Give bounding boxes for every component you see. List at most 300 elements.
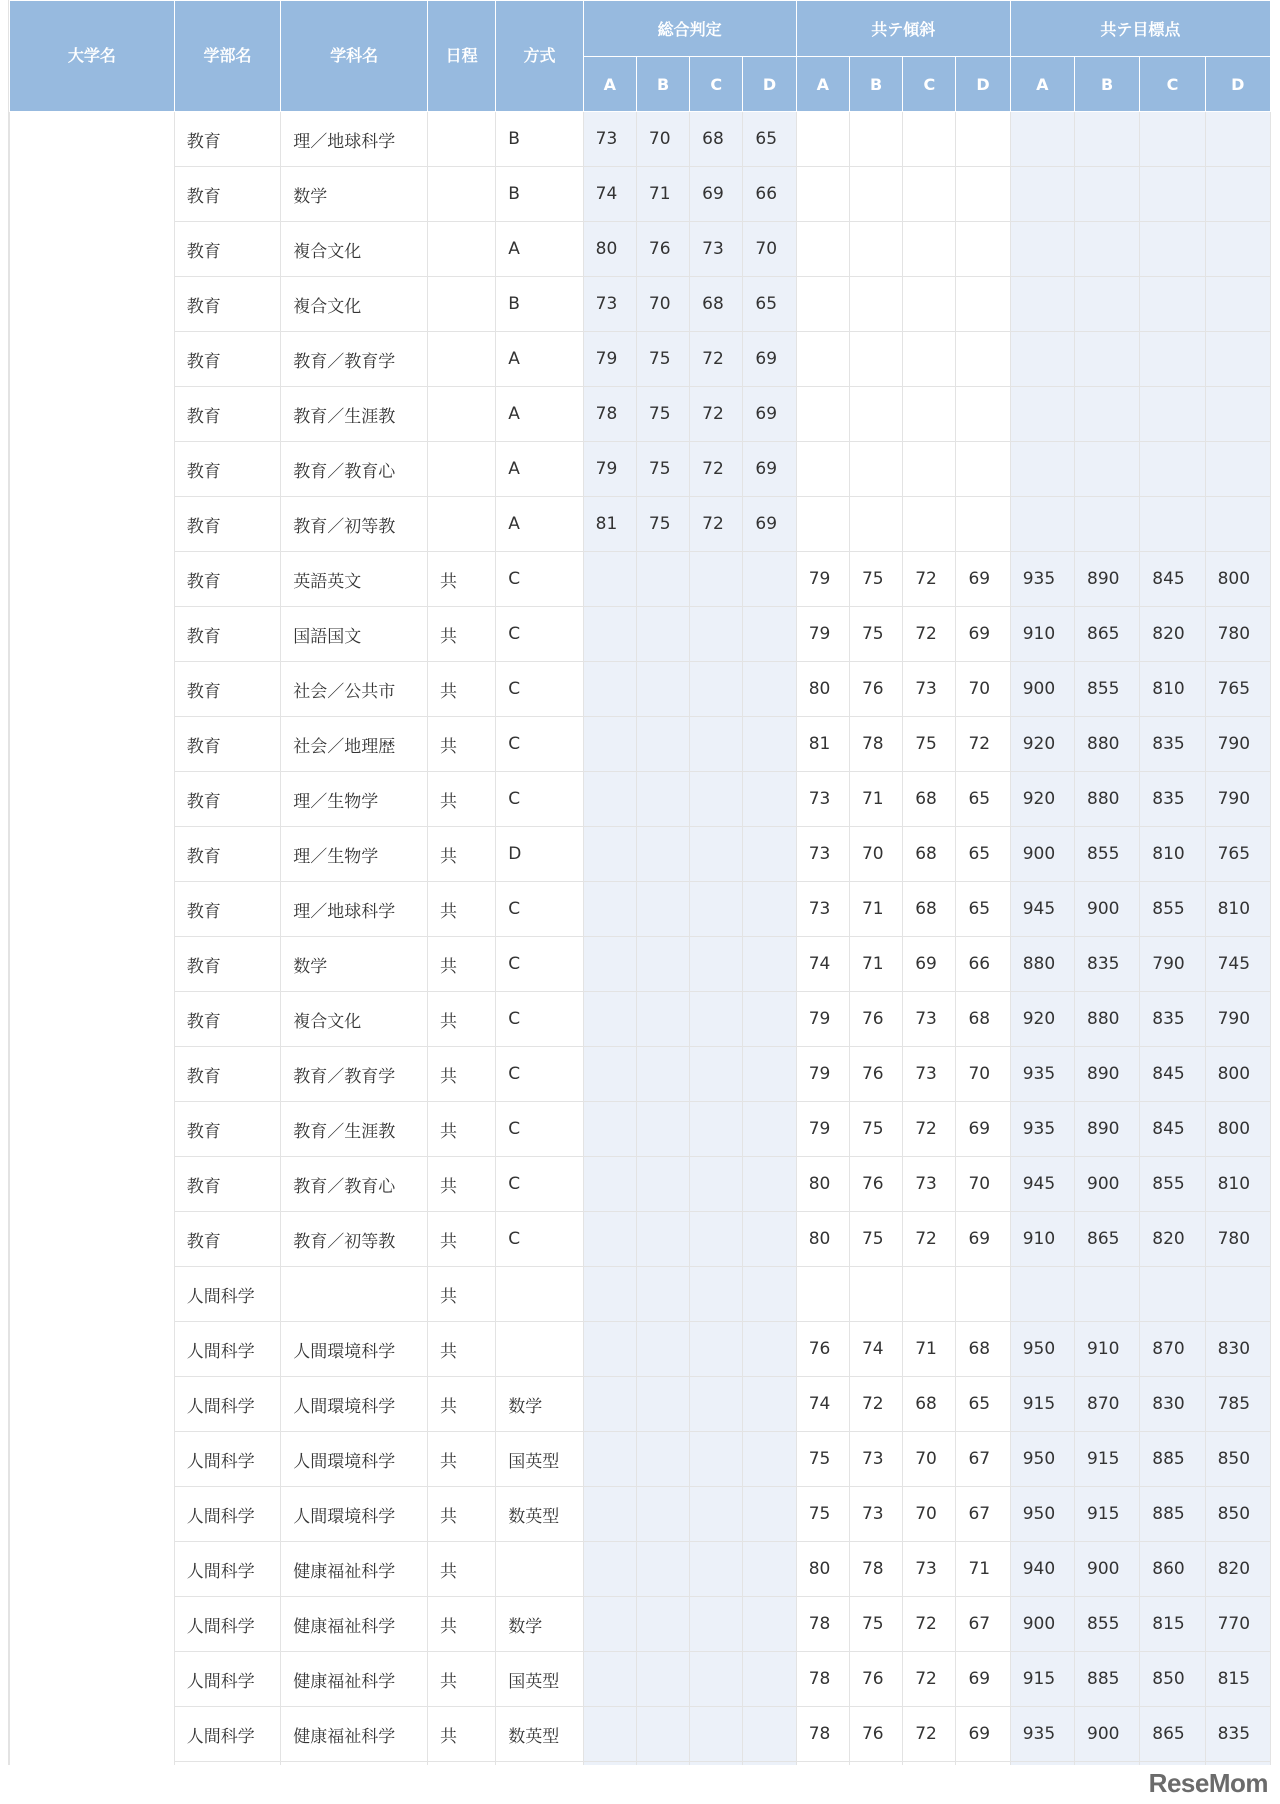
keisha-value-cell: 68: [903, 827, 956, 882]
sogo-value-cell: [636, 827, 689, 882]
schedule-cell: 共: [427, 1322, 495, 1377]
sogo-value-cell: [583, 1102, 636, 1157]
mokuhyo-value-cell: [1205, 167, 1270, 222]
sogo-value-cell: [636, 1707, 689, 1762]
faculty-cell: 人間科学: [174, 1267, 281, 1322]
department-cell: 教育／教育心: [281, 442, 428, 497]
table-row: [10, 772, 1271, 827]
method-cell: A: [496, 332, 583, 387]
mokuhyo-value-cell: [1075, 167, 1140, 222]
sogo-value-cell: 70: [636, 112, 689, 167]
sogo-value-cell: [743, 1102, 796, 1157]
table-row: [10, 1047, 1271, 1102]
keisha-value-cell: [956, 332, 1010, 387]
header-grade-mokuhyo: B: [1075, 57, 1140, 112]
keisha-value-cell: [903, 1762, 956, 1766]
mokuhyo-value-cell: [1205, 1267, 1270, 1322]
keisha-value-cell: 74: [849, 1322, 902, 1377]
keisha-value-cell: [903, 222, 956, 277]
mokuhyo-value-cell: 885: [1140, 1487, 1205, 1542]
keisha-value-cell: 78: [796, 1597, 849, 1652]
faculty-cell: 人間科学: [174, 1322, 281, 1377]
keisha-value-cell: 71: [849, 882, 902, 937]
schedule-cell: 共: [427, 882, 495, 937]
sogo-value-cell: 78: [583, 387, 636, 442]
department-cell: 健康福祉科学: [281, 1597, 428, 1652]
sogo-value-cell: [636, 1377, 689, 1432]
sogo-value-cell: 80: [583, 222, 636, 277]
keisha-value-cell: [796, 277, 849, 332]
method-cell: B: [496, 112, 583, 167]
keisha-value-cell: [849, 1267, 902, 1322]
sogo-value-cell: [690, 1377, 743, 1432]
faculty-cell: 人間科学: [174, 1597, 281, 1652]
department-cell: 教育／生涯教: [281, 387, 428, 442]
sogo-value-cell: 69: [743, 442, 796, 497]
keisha-value-cell: 78: [796, 1652, 849, 1707]
header-schedule: 日程: [427, 1, 495, 112]
keisha-value-cell: 75: [849, 607, 902, 662]
sogo-value-cell: [690, 1652, 743, 1707]
keisha-value-cell: 80: [796, 1157, 849, 1212]
keisha-value-cell: 73: [903, 992, 956, 1047]
header-faculty: 学部名: [174, 1, 281, 112]
mokuhyo-value-cell: 810: [1140, 662, 1205, 717]
keisha-value-cell: 72: [903, 1212, 956, 1267]
university-cell: [10, 112, 175, 1766]
keisha-value-cell: 71: [849, 937, 902, 992]
keisha-value-cell: 73: [849, 1487, 902, 1542]
mokuhyo-value-cell: [1140, 112, 1205, 167]
keisha-value-cell: [796, 1762, 849, 1766]
mokuhyo-value-cell: [1075, 442, 1140, 497]
keisha-value-cell: [956, 112, 1010, 167]
sogo-value-cell: 72: [690, 332, 743, 387]
method-cell: C: [496, 992, 583, 1047]
sogo-value-cell: [583, 1377, 636, 1432]
mokuhyo-value-cell: 855: [1075, 662, 1140, 717]
method-cell: 数学: [496, 1597, 583, 1652]
mokuhyo-value-cell: [1075, 112, 1140, 167]
sogo-value-cell: [636, 1597, 689, 1652]
keisha-value-cell: [796, 387, 849, 442]
schedule-cell: 共: [427, 992, 495, 1047]
header-grade-sogo: D: [743, 57, 796, 112]
table-row: [10, 607, 1271, 662]
header-department: 学科名: [281, 1, 428, 112]
faculty-cell: 教育: [174, 1212, 281, 1267]
faculty-cell: [174, 1762, 281, 1766]
method-cell: C: [496, 552, 583, 607]
sogo-value-cell: [583, 607, 636, 662]
schedule-cell: 共: [427, 1267, 495, 1322]
sogo-value-cell: [583, 1212, 636, 1267]
mokuhyo-value-cell: 915: [1075, 1487, 1140, 1542]
mokuhyo-value-cell: 850: [1205, 1487, 1270, 1542]
faculty-cell: 教育: [174, 882, 281, 937]
sogo-value-cell: [743, 1432, 796, 1487]
method-cell: C: [496, 717, 583, 772]
header-group-sogo: 総合判定: [583, 1, 796, 57]
table-row: [10, 442, 1271, 497]
method-cell: A: [496, 387, 583, 442]
department-cell: 国語国文: [281, 607, 428, 662]
keisha-value-cell: [796, 332, 849, 387]
mokuhyo-value-cell: 885: [1140, 1432, 1205, 1487]
keisha-value-cell: 69: [956, 1707, 1010, 1762]
department-cell: 健康福祉科学: [281, 1707, 428, 1762]
mokuhyo-value-cell: 845: [1140, 1047, 1205, 1102]
mokuhyo-value-cell: 790: [1205, 772, 1270, 827]
sogo-value-cell: [583, 1762, 636, 1766]
keisha-value-cell: [796, 497, 849, 552]
schedule-cell: 共: [427, 1102, 495, 1157]
mokuhyo-value-cell: [1010, 1762, 1074, 1766]
table-row: [10, 1652, 1271, 1707]
header-grade-keisha: B: [849, 57, 902, 112]
department-cell: 健康福祉科学: [281, 1652, 428, 1707]
method-cell: [496, 1322, 583, 1377]
keisha-value-cell: 71: [956, 1542, 1010, 1597]
mokuhyo-value-cell: 935: [1010, 1707, 1074, 1762]
sogo-value-cell: [743, 1157, 796, 1212]
sogo-value-cell: 70: [743, 222, 796, 277]
header-grade-mokuhyo: A: [1010, 57, 1074, 112]
method-cell: B: [496, 167, 583, 222]
mokuhyo-value-cell: [1140, 442, 1205, 497]
method-cell: [496, 1542, 583, 1597]
keisha-value-cell: [796, 1267, 849, 1322]
mokuhyo-value-cell: 780: [1205, 607, 1270, 662]
keisha-value-cell: [849, 387, 902, 442]
mokuhyo-value-cell: 815: [1205, 1652, 1270, 1707]
sogo-value-cell: 79: [583, 442, 636, 497]
schedule-cell: 共: [427, 1542, 495, 1597]
faculty-cell: 教育: [174, 1157, 281, 1212]
mokuhyo-value-cell: 835: [1075, 937, 1140, 992]
mokuhyo-value-cell: 885: [1075, 1652, 1140, 1707]
mokuhyo-value-cell: 900: [1010, 827, 1074, 882]
method-cell: [496, 1762, 583, 1766]
table-row: [10, 332, 1271, 387]
table-row: [10, 827, 1271, 882]
sogo-value-cell: 75: [636, 442, 689, 497]
mokuhyo-value-cell: 900: [1075, 882, 1140, 937]
sogo-value-cell: [743, 1762, 796, 1766]
mokuhyo-value-cell: [1140, 222, 1205, 277]
keisha-value-cell: 72: [903, 552, 956, 607]
keisha-value-cell: 79: [796, 992, 849, 1047]
table-row: [10, 1377, 1271, 1432]
schedule-cell: 共: [427, 1652, 495, 1707]
method-cell: C: [496, 772, 583, 827]
sogo-value-cell: [690, 662, 743, 717]
sogo-value-cell: [743, 1267, 796, 1322]
sogo-value-cell: [743, 1377, 796, 1432]
header-grade-keisha: D: [956, 57, 1010, 112]
sogo-value-cell: [583, 1047, 636, 1102]
mokuhyo-value-cell: [1140, 497, 1205, 552]
method-cell: C: [496, 1157, 583, 1212]
keisha-value-cell: 71: [849, 772, 902, 827]
sogo-value-cell: [583, 1707, 636, 1762]
mokuhyo-value-cell: 890: [1075, 552, 1140, 607]
keisha-value-cell: [956, 497, 1010, 552]
keisha-value-cell: [956, 1762, 1010, 1766]
mokuhyo-value-cell: 810: [1205, 1157, 1270, 1212]
mokuhyo-value-cell: 785: [1205, 1377, 1270, 1432]
header-group-mokuhyo: 共テ目標点: [1010, 1, 1270, 57]
sogo-value-cell: [583, 992, 636, 1047]
schedule-cell: 共: [427, 1707, 495, 1762]
mokuhyo-value-cell: 920: [1010, 772, 1074, 827]
keisha-value-cell: 66: [956, 937, 1010, 992]
sogo-value-cell: 79: [583, 332, 636, 387]
keisha-value-cell: 75: [849, 1102, 902, 1157]
mokuhyo-value-cell: 835: [1140, 772, 1205, 827]
mokuhyo-value-cell: 910: [1010, 607, 1074, 662]
faculty-cell: 教育: [174, 607, 281, 662]
sogo-value-cell: [636, 1267, 689, 1322]
faculty-cell: 教育: [174, 662, 281, 717]
table-row: [10, 1267, 1271, 1322]
sogo-value-cell: [743, 1487, 796, 1542]
mokuhyo-value-cell: [1010, 497, 1074, 552]
schedule-cell: [427, 112, 495, 167]
method-cell: 国英型: [496, 1432, 583, 1487]
keisha-value-cell: [903, 387, 956, 442]
schedule-cell: [427, 277, 495, 332]
mokuhyo-value-cell: 950: [1010, 1487, 1074, 1542]
sogo-value-cell: [636, 1322, 689, 1377]
sogo-value-cell: [636, 1212, 689, 1267]
department-cell: [281, 1762, 428, 1766]
faculty-cell: 人間科学: [174, 1542, 281, 1597]
keisha-value-cell: [849, 112, 902, 167]
table-row: [10, 1212, 1271, 1267]
sogo-value-cell: [743, 937, 796, 992]
mokuhyo-value-cell: 935: [1010, 1047, 1074, 1102]
sogo-value-cell: [636, 1157, 689, 1212]
faculty-cell: 教育: [174, 112, 281, 167]
mokuhyo-value-cell: 845: [1140, 552, 1205, 607]
mokuhyo-value-cell: [1010, 387, 1074, 442]
department-cell: 人間環境科学: [281, 1377, 428, 1432]
sogo-value-cell: [743, 1047, 796, 1102]
keisha-value-cell: 73: [903, 662, 956, 717]
schedule-cell: [427, 442, 495, 497]
schedule-cell: 共: [427, 827, 495, 882]
sogo-value-cell: [636, 662, 689, 717]
keisha-value-cell: 67: [956, 1487, 1010, 1542]
mokuhyo-value-cell: [1205, 1762, 1270, 1766]
table-row: [10, 937, 1271, 992]
mokuhyo-value-cell: 945: [1010, 1157, 1074, 1212]
sogo-value-cell: [583, 1597, 636, 1652]
sogo-value-cell: [690, 1212, 743, 1267]
sogo-value-cell: [583, 882, 636, 937]
schedule-cell: 共: [427, 552, 495, 607]
mokuhyo-value-cell: 880: [1075, 992, 1140, 1047]
sogo-value-cell: 75: [636, 332, 689, 387]
keisha-value-cell: [956, 277, 1010, 332]
keisha-value-cell: [849, 497, 902, 552]
faculty-cell: 教育: [174, 497, 281, 552]
sogo-value-cell: [583, 937, 636, 992]
department-cell: 人間環境科学: [281, 1487, 428, 1542]
mokuhyo-value-cell: 835: [1140, 717, 1205, 772]
table-row: [10, 167, 1271, 222]
table-row: [10, 1157, 1271, 1212]
sogo-value-cell: 72: [690, 442, 743, 497]
sogo-value-cell: [743, 1597, 796, 1652]
department-cell: 数学: [281, 167, 428, 222]
table-body: [10, 112, 1271, 1766]
method-cell: B: [496, 277, 583, 332]
schedule-cell: 共: [427, 1157, 495, 1212]
faculty-cell: 教育: [174, 167, 281, 222]
faculty-cell: 教育: [174, 552, 281, 607]
header-grade-mokuhyo: D: [1205, 57, 1270, 112]
keisha-value-cell: [849, 167, 902, 222]
keisha-value-cell: 80: [796, 1212, 849, 1267]
method-cell: A: [496, 222, 583, 277]
faculty-cell: 教育: [174, 937, 281, 992]
faculty-cell: 教育: [174, 717, 281, 772]
method-cell: C: [496, 1102, 583, 1157]
keisha-value-cell: [903, 1267, 956, 1322]
keisha-value-cell: 68: [903, 772, 956, 827]
sogo-value-cell: 73: [690, 222, 743, 277]
faculty-cell: 教育: [174, 772, 281, 827]
sogo-value-cell: 68: [690, 112, 743, 167]
sogo-value-cell: [743, 1322, 796, 1377]
sogo-value-cell: [583, 1157, 636, 1212]
mokuhyo-value-cell: 920: [1010, 717, 1074, 772]
department-cell: [281, 1267, 428, 1322]
keisha-value-cell: 76: [849, 662, 902, 717]
mokuhyo-value-cell: 855: [1075, 827, 1140, 882]
sogo-value-cell: 75: [636, 497, 689, 552]
header-grade-sogo: B: [636, 57, 689, 112]
table-row: [10, 882, 1271, 937]
keisha-value-cell: 72: [903, 1652, 956, 1707]
header-group-keisha: 共テ傾斜: [796, 1, 1010, 57]
mokuhyo-value-cell: 790: [1205, 992, 1270, 1047]
keisha-value-cell: [849, 277, 902, 332]
sogo-value-cell: [583, 1267, 636, 1322]
mokuhyo-value-cell: 890: [1075, 1047, 1140, 1102]
schedule-cell: 共: [427, 937, 495, 992]
mokuhyo-value-cell: 915: [1010, 1377, 1074, 1432]
mokuhyo-value-cell: 745: [1205, 937, 1270, 992]
mokuhyo-value-cell: 920: [1010, 992, 1074, 1047]
faculty-cell: 人間科学: [174, 1487, 281, 1542]
faculty-cell: 人間科学: [174, 1652, 281, 1707]
mokuhyo-value-cell: 800: [1205, 552, 1270, 607]
mokuhyo-value-cell: 880: [1075, 772, 1140, 827]
department-cell: 社会／公共市: [281, 662, 428, 717]
schedule-cell: 共: [427, 1487, 495, 1542]
sogo-value-cell: 65: [743, 112, 796, 167]
faculty-cell: 教育: [174, 332, 281, 387]
keisha-value-cell: 75: [796, 1432, 849, 1487]
keisha-value-cell: 70: [956, 1047, 1010, 1102]
table-row: [10, 662, 1271, 717]
sogo-value-cell: 68: [690, 277, 743, 332]
mokuhyo-value-cell: [1140, 1267, 1205, 1322]
sogo-value-cell: 69: [690, 167, 743, 222]
table-row: [10, 1487, 1271, 1542]
keisha-value-cell: [903, 497, 956, 552]
table-row: [10, 1432, 1271, 1487]
schedule-cell: 共: [427, 1047, 495, 1102]
sogo-value-cell: 66: [743, 167, 796, 222]
mokuhyo-value-cell: [1075, 387, 1140, 442]
table-row: [10, 1707, 1271, 1762]
mokuhyo-value-cell: 810: [1140, 827, 1205, 882]
sogo-value-cell: [690, 1432, 743, 1487]
sogo-value-cell: [583, 717, 636, 772]
table-row: [10, 1322, 1271, 1377]
department-cell: 教育／生涯教: [281, 1102, 428, 1157]
keisha-value-cell: 70: [956, 1157, 1010, 1212]
mokuhyo-value-cell: [1140, 332, 1205, 387]
mokuhyo-value-cell: [1010, 167, 1074, 222]
mokuhyo-value-cell: 850: [1205, 1432, 1270, 1487]
sogo-value-cell: [743, 992, 796, 1047]
mokuhyo-value-cell: [1010, 277, 1074, 332]
sogo-value-cell: [636, 552, 689, 607]
keisha-value-cell: 74: [796, 937, 849, 992]
mokuhyo-value-cell: [1010, 332, 1074, 387]
mokuhyo-value-cell: 880: [1010, 937, 1074, 992]
sogo-value-cell: 69: [743, 332, 796, 387]
mokuhyo-value-cell: 765: [1205, 827, 1270, 882]
resemom-logo: ReseMom: [1148, 1768, 1268, 1798]
sogo-value-cell: [690, 1487, 743, 1542]
keisha-value-cell: 76: [849, 992, 902, 1047]
sogo-value-cell: [636, 607, 689, 662]
sogo-value-cell: 65: [743, 277, 796, 332]
keisha-value-cell: [956, 387, 1010, 442]
keisha-value-cell: 80: [796, 662, 849, 717]
mokuhyo-value-cell: 810: [1205, 882, 1270, 937]
keisha-value-cell: 79: [796, 1047, 849, 1102]
keisha-value-cell: 79: [796, 607, 849, 662]
sogo-value-cell: 75: [636, 387, 689, 442]
mokuhyo-value-cell: 830: [1140, 1377, 1205, 1432]
mokuhyo-value-cell: 845: [1140, 1102, 1205, 1157]
keisha-value-cell: 69: [956, 1102, 1010, 1157]
keisha-value-cell: 78: [796, 1707, 849, 1762]
keisha-value-cell: 72: [903, 1707, 956, 1762]
keisha-value-cell: 73: [796, 772, 849, 827]
schedule-cell: 共: [427, 662, 495, 717]
mokuhyo-value-cell: 915: [1010, 1652, 1074, 1707]
sogo-value-cell: [690, 717, 743, 772]
sogo-value-cell: [690, 1047, 743, 1102]
mokuhyo-value-cell: 945: [1010, 882, 1074, 937]
sogo-value-cell: [743, 1707, 796, 1762]
mokuhyo-value-cell: 830: [1205, 1322, 1270, 1377]
sogo-value-cell: [636, 1047, 689, 1102]
keisha-value-cell: [956, 1267, 1010, 1322]
sogo-value-cell: [636, 1542, 689, 1597]
method-cell: C: [496, 607, 583, 662]
keisha-value-cell: 75: [849, 552, 902, 607]
department-cell: 人間環境科学: [281, 1432, 428, 1487]
